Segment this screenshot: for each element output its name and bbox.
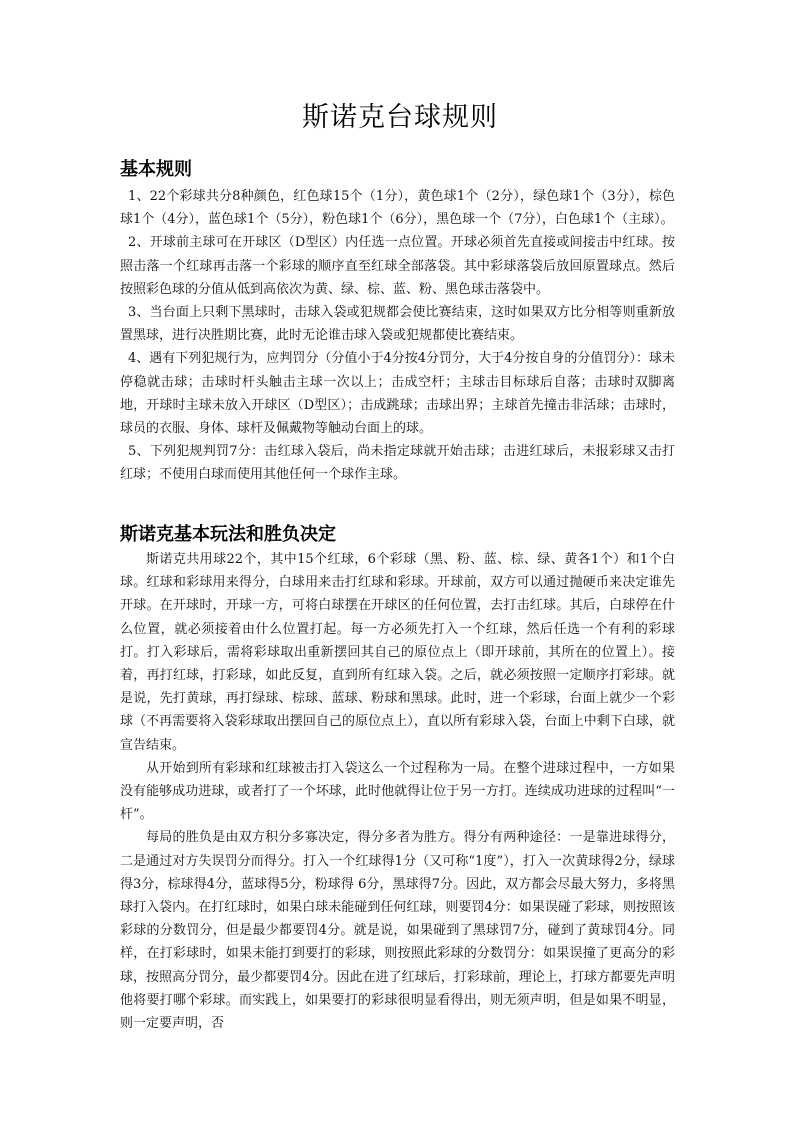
section-body-gameplay — [120, 548, 675, 1035]
document-title: 斯诺克台球规则 — [302, 102, 498, 133]
section-heading-gameplay: 斯诺克基本玩法和胜负决定 — [120, 524, 336, 545]
paragraph: 5、下列犯规判罚7分：击红球入袋后，尚未指定球就开始击球；击进红球后，未报彩球又击打红球；不使用白球而使用其他任何一个球作主球。 — [120, 444, 675, 483]
paragraph: 斯诺克共用球22个，其中15个红球，6个彩球（黑、粉、蓝、棕、绿、黄各1个）和1个白球。红球和彩球用来得分，白球用来击打红球和彩球。开球前，双方可以通过抛硬币来决定谁先开球。在开球时，开球一方，可将白球摆在开球区的任何位置，去打击红球。其后，白球停在什么位置，就必须接着由什么位置打起。每一方必须先打入一个红球，然后任选一个有利的彩球打。打入彩球后，需将彩球取出重新摆回其自己的原位点上（即开球前，其所在的位置上）。接着，再打红球，打彩球，如此反复，直到所有红球入袋。之后，就必须按照一定顺序打彩球。就是说，先打黄球，再打绿球、棕球、蓝球、粉球和黑球。此时，进一个彩球，台面上就少一个彩球（不再需要将入袋彩球取出摆回自己的原位点上），直以所有彩球入袋，台面上中剩下白球，就宣告结束。 — [120, 552, 675, 753]
paragraph: 从开始到所有彩球和红球被击打入袋这么一个过程称为一局。在整个进球过程中，一方如果没有能够成功进球，或者打了一个坏球，此时他就得让位于另一方打。连续成功进球的过程叫“一杆”。 — [120, 760, 675, 823]
section-body-basic-rules — [120, 185, 675, 487]
paragraph: 1、22个彩球共分8种颜色，红色球15个（1分），黄色球1个（2分），绿色球1个（3分），棕色球1个（4分），蓝色球1个（5分），粉色球1个（6分），黑色球一个（7分），白色球1个（主球）。 — [120, 189, 675, 228]
section-heading-basic-rules: 基本规则 — [120, 159, 192, 180]
paragraph: 3、当台面上只剩下黑球时，击球入袋或犯规都会使比赛结束，这时如果双方比分相等则重新放置黑球，进行决胜期比赛，此时无论谁击球入袋或犯规都使比赛结束。 — [120, 305, 675, 344]
paragraph: 2、开球前主球可在开球区（D型区）内任选一点位置。开球必须首先直接或间接击中红球。按照击落一个红球再击落一个彩球的顺序直至红球全部落袋。其中彩球落袋后放回原置球点。然后按照彩色球的分值从低到高依次为黄、绿、棕、蓝、粉、黑色球击落袋中。 — [120, 235, 675, 297]
paragraph: 4、遇有下列犯规行为，应判罚分（分值小于4分按4分罚分，大于4分按自身的分值罚分）：球未停稳就击球；击球时杆头触击主球一次以上；击成空杆；主球击目标球后自落；击球时双脚离地，开球时主球未放入开球区（D型区）；击成跳球；击球出界；主球首先撞击非活球；击球时，球员的衣服、身体、球杆及佩戴物等触动台面上的球。 — [120, 351, 675, 437]
paragraph: 每局的胜负是由双方积分多寡决定，得分多者为胜方。得分有两种途径：一是靠进球得分，二是通过对方失误罚分而得分。打入一个红球得1分（又可称“1度”），打入一次黄球得2分，绿球得3分，棕球得4分，蓝球得5分，粉球得 6分，黑球得7分。因此，双方都会尽最大努力，多将黑球打入袋内。在打红球时，如果白球未能碰到任何红球，则要罚4分：如果误碰了彩球，则按照该彩球的分数罚分，但是最少都要罚4分。就是说，如果碰到了黑球罚7分，碰到了黄球罚4分。同样，在打彩球时，如果未能打到要打的彩球，则按照此彩球的分数罚分：如果误撞了更高分的彩球，按照高分罚分，最少都要罚4分。因此在进了红球后，打彩球前，理论上，打球方都要先声明他将要打哪个彩球。而实践上，如果要打的彩球很明显看得出，则无须声明，但是如果不明显，则一定要声明，否 — [120, 830, 675, 1032]
